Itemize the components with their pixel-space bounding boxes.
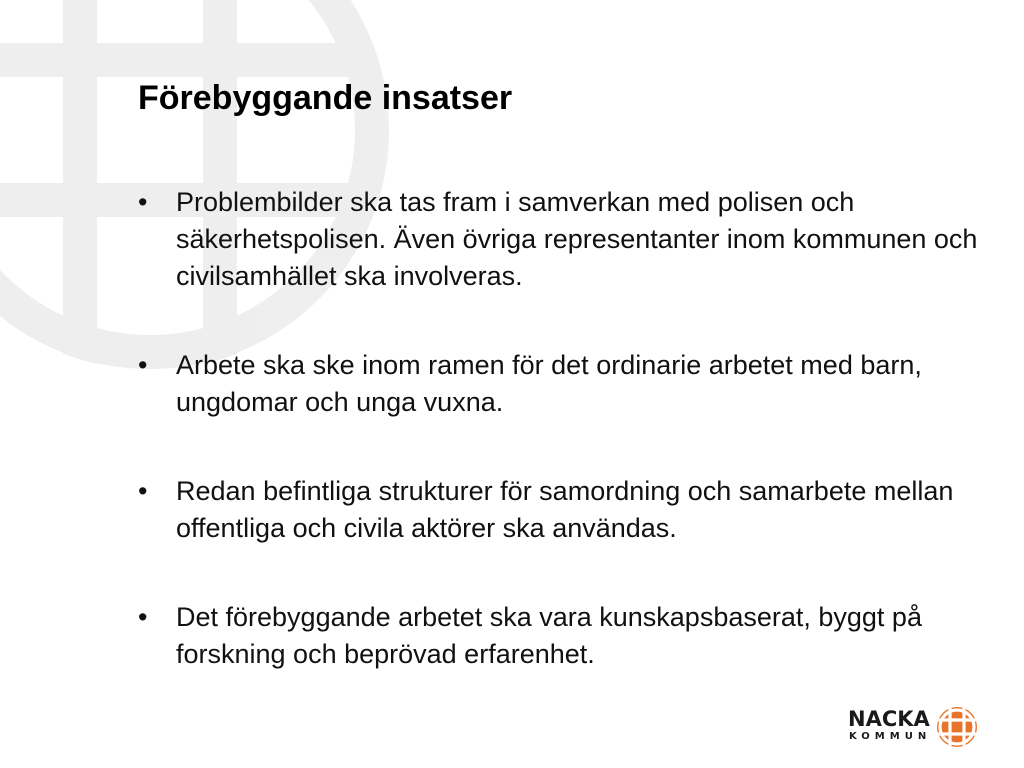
slide-title: Förebyggande insatser — [138, 79, 513, 117]
bullet-marker: • — [138, 350, 148, 380]
bullet-marker: • — [138, 187, 148, 217]
bullet-marker: • — [138, 602, 148, 632]
bullet-list — [138, 184, 994, 673]
logo-subtitle: KOMMUN — [849, 731, 932, 742]
bullet-item — [138, 347, 994, 421]
bullet-text: Det förebyggande arbetet ska vara kunskapsbaserat, byggt på forskning och beprövad erfarenhet. — [176, 602, 922, 669]
bullet-item — [138, 473, 994, 547]
bullet-item — [138, 184, 994, 295]
bullet-text: Redan befintliga strukturer för samordning och samarbete mellan offentliga och civila aktörer ska användas. — [176, 476, 954, 543]
bullet-marker: • — [138, 476, 148, 506]
bullet-item — [138, 599, 994, 673]
nacka-emblem-icon — [936, 706, 978, 748]
bullet-text: Problembilder ska tas fram i samverkan med polisen och säkerhetspolisen. Även övriga representanter inom kommunen och civilsamhället ska involveras. — [176, 187, 978, 291]
nacka-kommun-logo — [848, 706, 980, 752]
bullet-text: Arbete ska ske inom ramen för det ordinarie arbetet med barn, ungdomar och unga vuxna. — [176, 350, 922, 417]
logo-name: NACKA — [848, 707, 930, 731]
